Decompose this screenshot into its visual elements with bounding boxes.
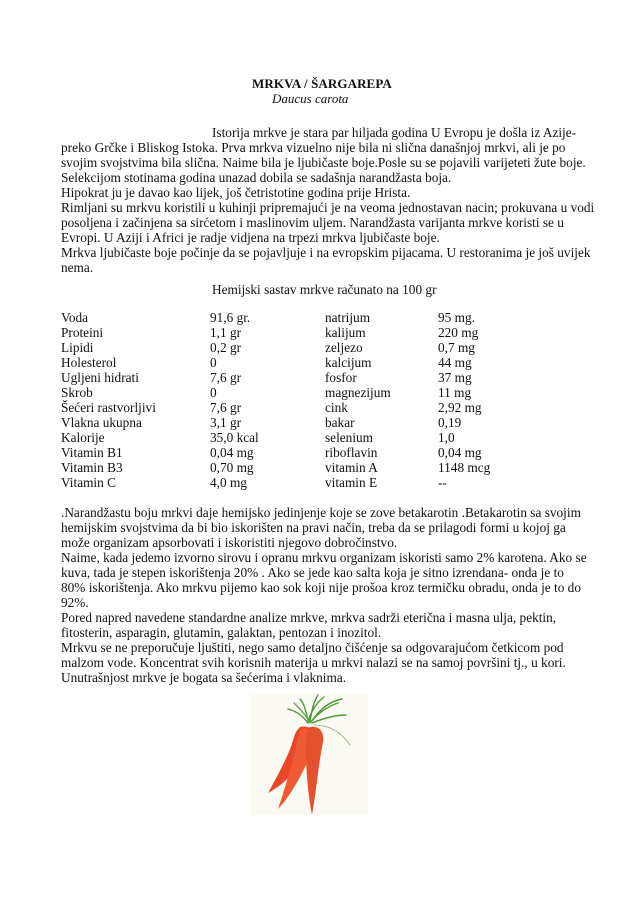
nutrient-value: 0,04 mg [210,445,254,460]
table-row [61,385,581,400]
mineral-name: bakar [325,415,355,430]
nutrient-name: Vitamin B3 [61,460,123,475]
mineral-value: -- [438,475,447,490]
mineral-name: vitamin A [325,460,378,475]
nutrient-value: 7,6 gr [210,400,242,415]
nutrient-name: Skrob [61,385,93,400]
document-title: MRKVA / ŠARGAREPA [252,76,392,91]
nutrient-value: 0 [210,355,217,370]
table-row [61,415,581,430]
mineral-name: kalcijum [325,355,372,370]
mineral-name: cink [325,400,348,415]
nutrient-value: 0,70 mg [210,460,254,475]
nutrient-value: 35,0 kcal [210,430,259,445]
mineral-name: natrijum [325,310,371,325]
nutrient-name: Vitamin C [61,475,116,490]
nutrient-value: 0 [210,385,217,400]
table-row [61,370,581,385]
table-row [61,445,581,460]
mineral-value: 1,0 [438,430,455,445]
table-row [61,475,581,490]
nutrition-table [61,310,581,490]
document-subtitle: Daucus carota [272,91,349,106]
carrot-illustration-icon [250,693,368,815]
mineral-value: 44 mg [438,355,472,370]
table-caption: Hemijski sastav mrkve računato na 100 gr [212,282,437,297]
mineral-name: kalijum [325,325,366,340]
mineral-value: 2,92 mg [438,400,482,415]
text-line: Istorija mrkve je stara par hiljada godina U Evropu je došla iz Azije- [212,125,577,140]
text-line: svojim svojstvima bila slična. Naime bila je ljubičaste boje.Posle su se pojavili varijeteti žute boje. [61,155,586,170]
text-line: malzom vode. Koncentrat svih korisnih materija u mrkvi nalazi se na samoj površini tj., u kori. [61,655,566,670]
mineral-value: 1148 mcg [438,460,491,475]
mineral-value: 95 mg. [438,310,475,325]
text-line: posoljena i začinjena sa sirćetom i maslinovim uljem. Narandžasta varijanta mrkve koristi se u [61,215,564,230]
text-line: Unutrašnjost mrkve je bogata sa šećerima i vlaknima. [61,670,347,685]
mineral-name: zeljezo [325,340,363,355]
text-line: Selekcijom stotinama godina unazad dobila se sadašnja narandžasta boja. [61,170,452,185]
mineral-name: riboflavin [325,445,378,460]
table-row [61,400,581,415]
text-line: Pored napred navedene standardne analize mrkve, mrkva sadrži eterična i masna ulja, pektin, [61,610,557,625]
nutrient-value: 1,1 gr [210,325,242,340]
nutrient-value: 4,0 mg [210,475,247,490]
text-line: 80% iskorištenja. Ako mrkvu pijemo kao sok koji nije prošoa kroz termičku obradu, onda je to do [61,580,581,595]
text-line: Hipokrat ju je davao kao lijek, još četristotine godina prije Hrista. [61,185,411,200]
nutrient-name: Šećeri rastvorljivi [61,400,156,415]
nutrient-name: Holesterol [61,355,117,370]
intro-paragraph [61,125,595,275]
mineral-name: selenium [325,430,374,445]
nutrient-name: Voda [61,310,89,325]
text-line: hemijskim svojstvima da bi bio iskorišten na pravi način, treba da se prilagodi formi u kojoj ga [61,520,566,535]
text-line: 92%. [61,595,89,610]
text-line: Naime, kada jedemo izvorno sirovu i opranu mrkvu organizam iskoristi samo 2% karotena. Ako se [61,550,587,565]
text-line: Mrkva ljubičaste boje počinje da se pojavljuje i na evropskim pijacama. U restoranima je još uvijek [61,245,591,260]
mineral-value: 11 mg [438,385,472,400]
table-row [61,325,581,340]
text-line: .Narandžastu boju mrkvi daje hemijsko jedinjenje koje se zove betakarotin .Betakarotin sa svojim [61,505,581,520]
mineral-value: 0,04 mg [438,445,482,460]
nutrient-name: Ugljeni hidrati [61,370,139,385]
mineral-name: fosfor [325,370,357,385]
text-line: fitosterin, asparagin, glutamin, galaktan, pentozan i inozitol. [61,625,382,640]
table-row [61,355,581,370]
table-row [61,430,581,445]
table-row [61,340,581,355]
mineral-value: 220 mg [438,325,479,340]
nutrient-value: 0,2 gr [210,340,242,355]
carrot-right [306,727,323,815]
text-line: preko Grčke i Bliskog Istoka. Prva mrkva vizuelno nije bila ni slična današnjoj mrkvi, ali je po [61,140,566,155]
nutrient-name: Vitamin B1 [61,445,123,460]
text-line: Evropi. U Aziji i Africi je radje vidjena na trpezi mrkva ljubičaste boje. [61,230,440,245]
nutrient-name: Proteini [61,325,104,340]
closing-paragraph [61,505,587,685]
nutrient-value: 91,6 gr. [210,310,251,325]
nutrient-name: Kalorije [61,430,105,445]
table-row [61,310,581,325]
nutrient-value: 7,6 gr [210,370,242,385]
text-line: može organizam apsorbovati i iskoristiti njegovo dobročinstvo. [61,535,398,550]
nutrient-value: 3,1 gr [210,415,242,430]
table-row [61,460,581,475]
mineral-name: vitamin E [325,475,378,490]
nutrient-name: Vlakna ukupna [61,415,142,430]
mineral-name: magnezijum [325,385,391,400]
text-line: Mrkvu se ne preporučuje ljuštiti, nego samo detaljno čišćenje sa odgovarajućom četkicom pod [61,640,564,655]
mineral-value: 37 mg [438,370,472,385]
text-line: kuva, tada je stepen iskorištenja 20% . Ako se jede kao salta koja je sitno izrendana- onda je to [61,565,564,580]
mineral-value: 0,7 mg [438,340,475,355]
text-line: Rimljani su mrkvu koristili u kuhinji pripremajući je na veoma jednostavan nacin; prokuvana u vodi [61,200,595,215]
mineral-value: 0,19 [438,415,462,430]
nutrient-name: Lipidi [61,340,94,355]
carrot-image [250,693,368,815]
text-line: nema. [61,260,94,275]
